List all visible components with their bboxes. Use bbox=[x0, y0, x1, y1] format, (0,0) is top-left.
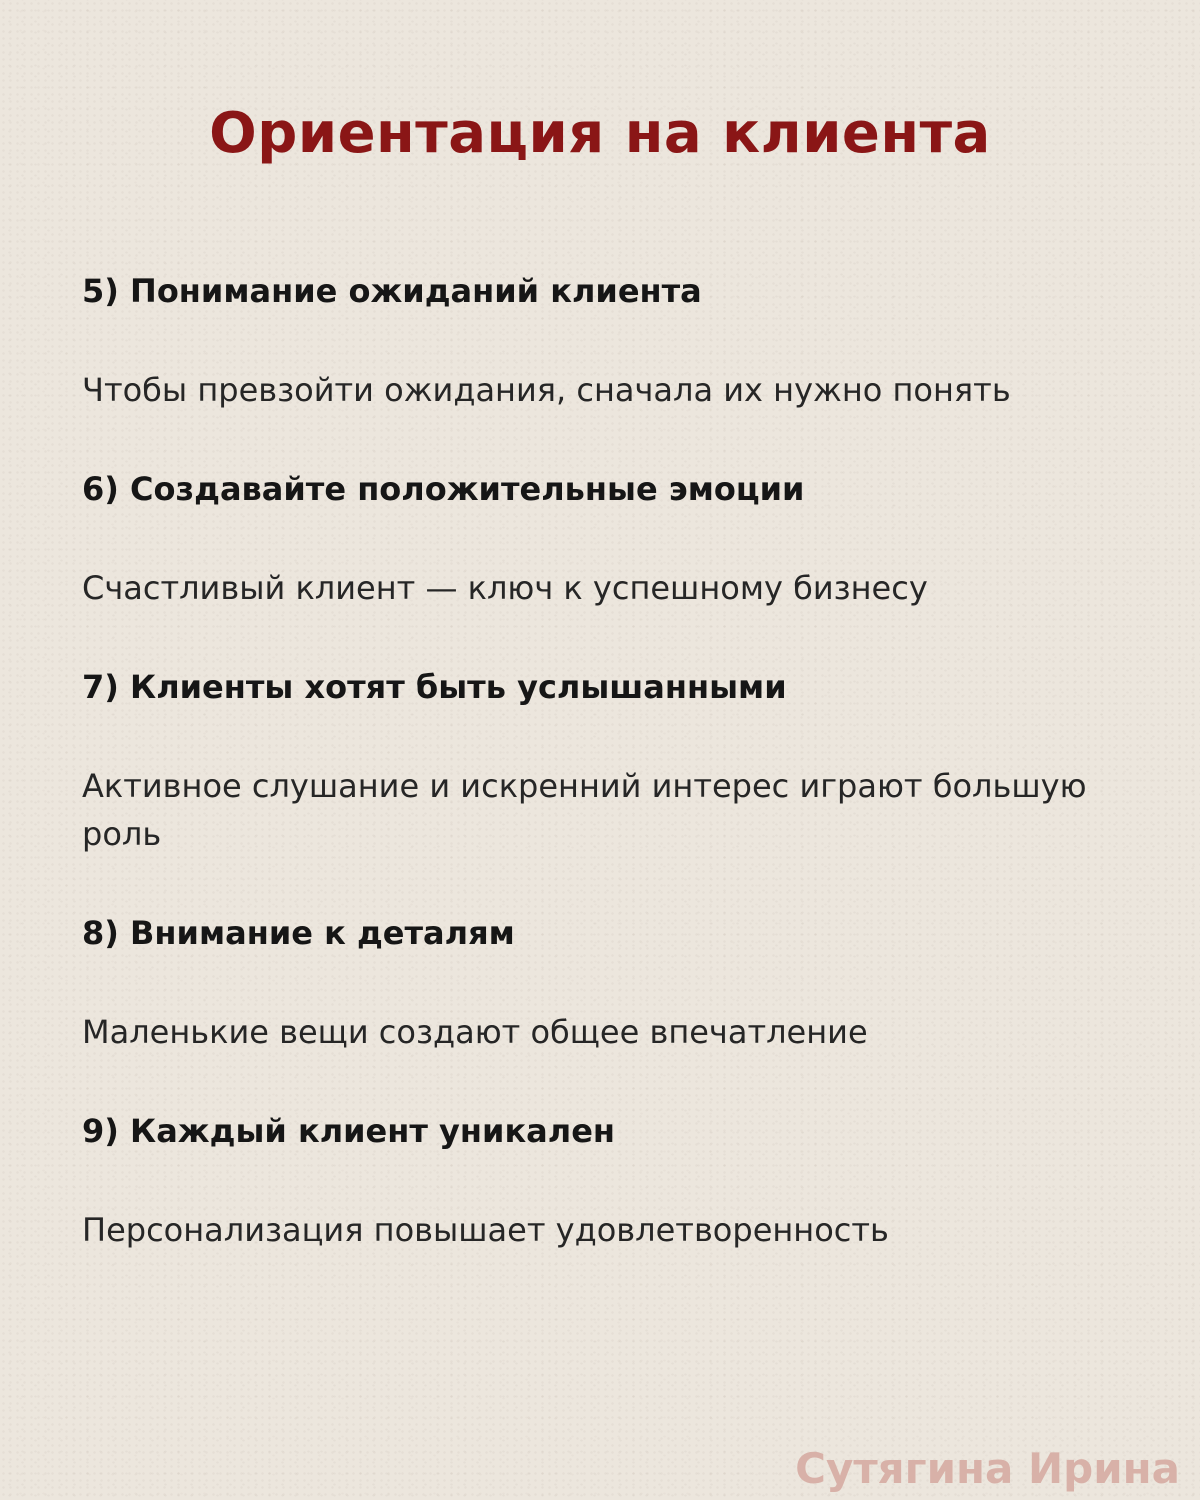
list-item bbox=[82, 666, 1142, 858]
item-text: Персонализация повышает удовлетворенность bbox=[82, 1211, 889, 1249]
author-signature: Сутягина Ирина bbox=[795, 1443, 1180, 1493]
page-title: Ориентация на клиента bbox=[209, 101, 991, 166]
item-heading: 5) Понимание ожиданий клиента bbox=[82, 272, 702, 310]
list-item bbox=[82, 270, 1142, 414]
item-text: Активное слушание и искренний интерес играют большую роль bbox=[82, 767, 1087, 853]
item-heading: 6) Создавайте положительные эмоции bbox=[82, 470, 805, 508]
item-text: Чтобы превзойти ожидания, сначала их нужно понять bbox=[82, 371, 1011, 409]
tips-list bbox=[82, 270, 1142, 1308]
list-item bbox=[82, 1110, 1142, 1254]
list-item bbox=[82, 468, 1142, 612]
item-heading: 9) Каждый клиент уникален bbox=[82, 1112, 615, 1150]
item-text: Счастливый клиент — ключ к успешному бизнесу bbox=[82, 569, 928, 607]
item-text: Маленькие вещи создают общее впечатление bbox=[82, 1013, 868, 1051]
list-item bbox=[82, 912, 1142, 1056]
item-heading: 7) Клиенты хотят быть услышанными bbox=[82, 668, 787, 706]
item-heading: 8) Внимание к деталям bbox=[82, 914, 515, 952]
